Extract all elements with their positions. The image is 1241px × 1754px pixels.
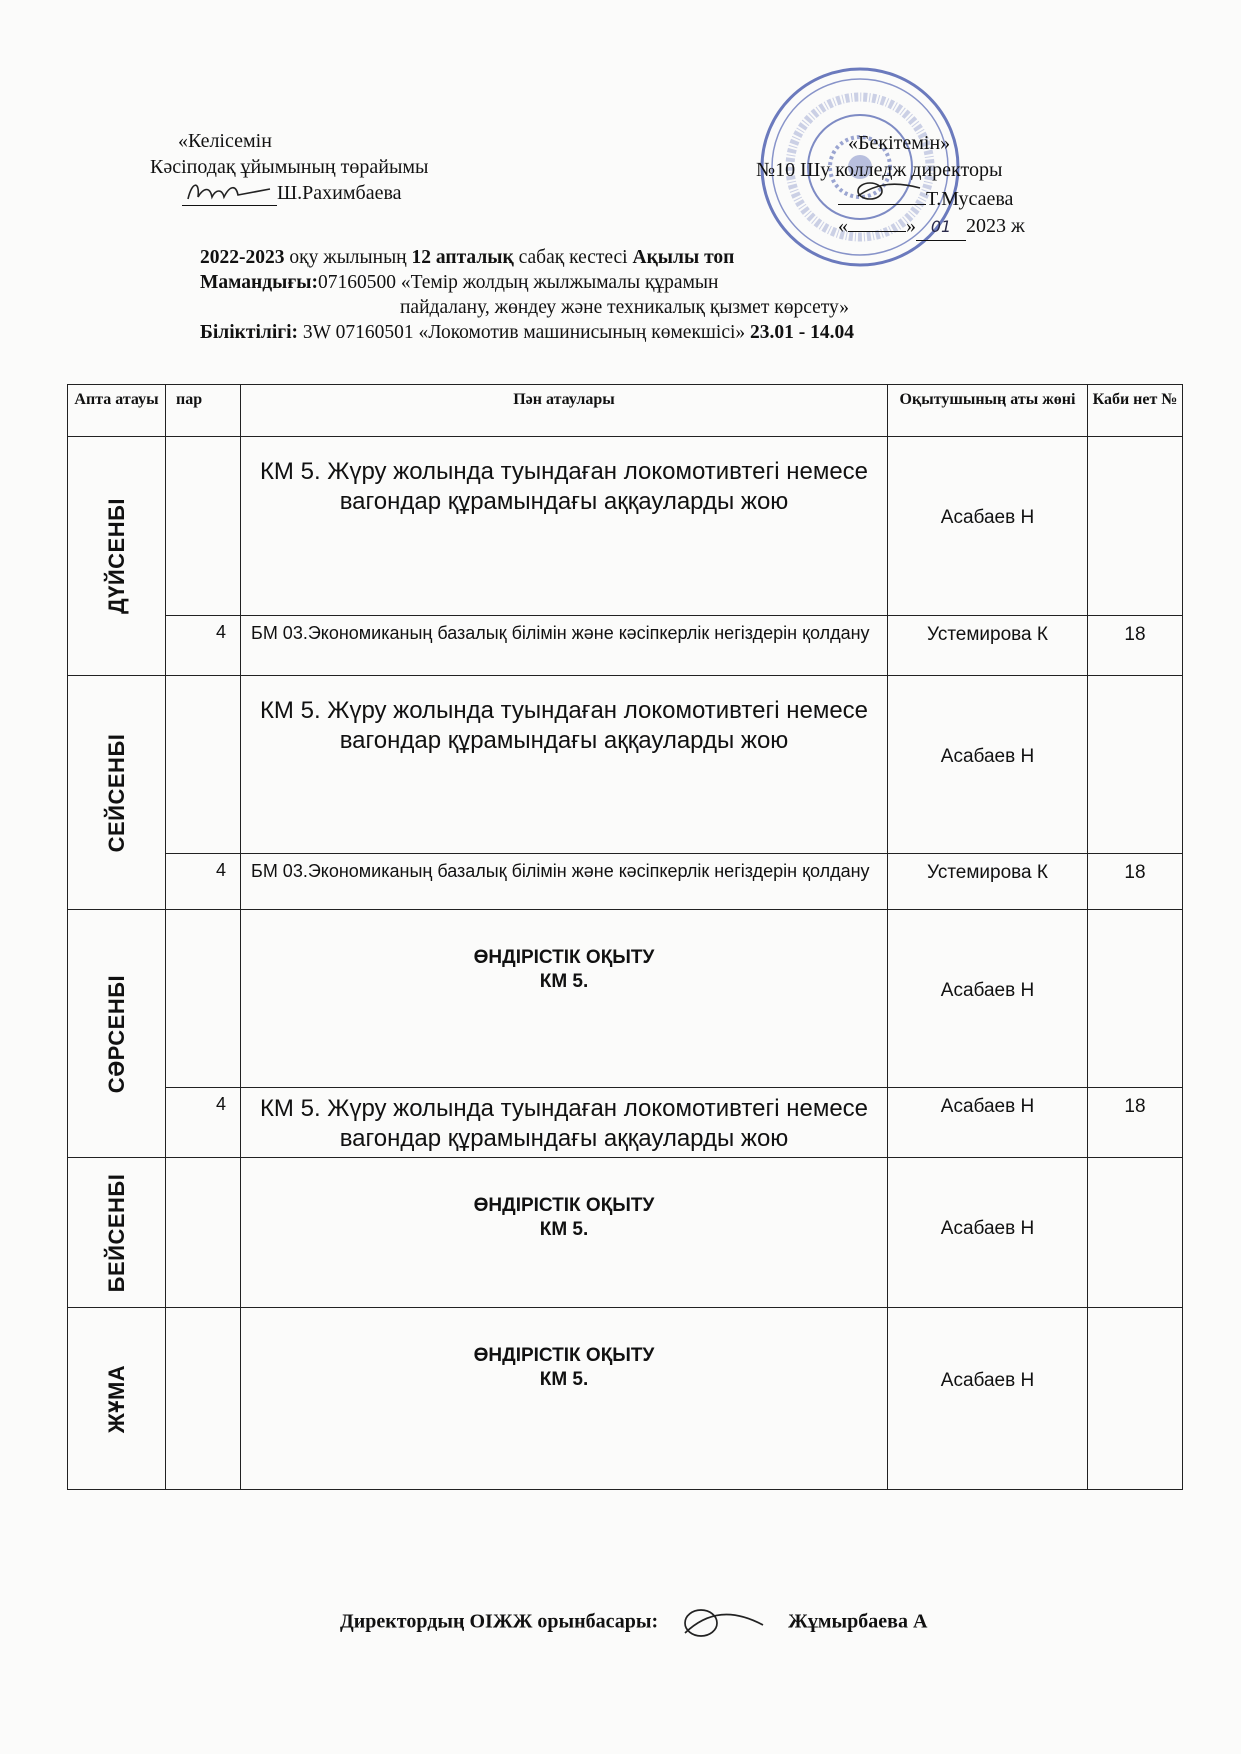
footer-role: Директордың ОІЖЖ орынбасары: (340, 1610, 659, 1633)
approval-block (756, 130, 1025, 241)
agreement-block (150, 128, 428, 206)
specialty-line2: пайдалану, жөндеу және техникалық қызмет көрсету» (400, 297, 850, 318)
schedule-title-block (200, 245, 854, 345)
header-pair: пар (166, 385, 241, 437)
approval-line1: «Бекітемін» (848, 132, 951, 154)
header-teacher: Оқытушының аты жөні (888, 385, 1088, 437)
day-cell-thursday: БЕЙСЕНБІ (68, 1158, 166, 1308)
day-cell-wednesday: СӘРСЕНБІ (68, 910, 166, 1158)
table-row (68, 616, 1183, 676)
subject-cell: КМ 5. Жүру жолында туындаған локомотивтегі немесе вагондар құрамындағы аққауларды жою (241, 676, 888, 854)
table-row (68, 910, 1183, 1088)
pair-cell (166, 676, 241, 854)
date-open-quote: « (838, 215, 848, 237)
table-row (68, 676, 1183, 854)
table-row (68, 1088, 1183, 1158)
cabinet-cell (1088, 676, 1183, 854)
header-cabinet: Каби нет № (1088, 385, 1183, 437)
header-subject: Пән атаулары (241, 385, 888, 437)
pair-cell (166, 910, 241, 1088)
practice-module: КМ 5. (539, 1219, 589, 1240)
table-row (68, 1158, 1183, 1308)
cabinet-cell: 18 (1088, 616, 1183, 676)
approval-month: 01 (916, 213, 966, 241)
cabinet-cell: 18 (1088, 854, 1183, 910)
teacher-cell: Асабаев Н (888, 1308, 1088, 1490)
agreement-line2: Кәсіподақ ұйымының төрайымы (150, 156, 429, 178)
approval-line2: №10 Шу колледж директоры (756, 159, 1003, 181)
table-header-row (68, 385, 1183, 437)
handwritten-signature-footer (663, 1603, 773, 1643)
schedule-title: 2022-2023 оқу жылының 12 апталық сабақ кестесі Ақылы топ (200, 247, 735, 268)
teacher-cell: Асабаев Н (888, 437, 1088, 616)
agreement-line1: «Келісемін (178, 130, 272, 152)
approval-name: Т.Мусаева (926, 188, 1014, 210)
pair-cell: 4 (166, 616, 241, 676)
subject-cell: КМ 5. Жүру жолында туындаған локомотивтегі немесе вагондар құрамындағы аққауларды жою (241, 1088, 888, 1158)
practice-title: ӨНДІРІСТІК ОҚЫТУ (473, 947, 655, 968)
cabinet-cell (1088, 1308, 1183, 1490)
agreement-name: Ш.Рахимбаева (277, 182, 402, 204)
pair-cell (166, 437, 241, 616)
approval-year: 2023 ж (966, 215, 1025, 237)
cabinet-cell: 18 (1088, 1088, 1183, 1158)
day-cell-monday: ДҮЙСЕНБІ (68, 437, 166, 676)
handwritten-signature-left (184, 179, 274, 205)
table-row (68, 437, 1183, 616)
date-close-quote: » (906, 215, 916, 237)
footer-name: Жұмырбаева А (788, 1610, 928, 1633)
handwritten-signature-right (848, 178, 928, 202)
pair-cell (166, 1308, 241, 1490)
subject-cell: БМ 03.Экономиканың базалық білімін және кәсіпкерлік негіздерін қолдану (241, 616, 888, 676)
footer-signature (663, 1603, 783, 1643)
cabinet-cell (1088, 910, 1183, 1088)
subject-cell: КМ 5. Жүру жолында туындаған локомотивтегі немесе вагондар құрамындағы аққауларды жою (241, 437, 888, 616)
header-week: Апта атауы (68, 385, 166, 437)
teacher-cell: Асабаев Н (888, 1158, 1088, 1308)
signature-line-right (838, 184, 926, 205)
subject-cell: БМ 03.Экономиканың базалық білімін және кәсіпкерлік негіздерін қолдану (241, 854, 888, 910)
practice-title: ӨНДІРІСТІК ОҚЫТУ (473, 1345, 655, 1366)
teacher-cell: Асабаев Н (888, 676, 1088, 854)
cabinet-cell (1088, 1158, 1183, 1308)
practice-module: КМ 5. (539, 971, 589, 992)
subject-cell (241, 1308, 888, 1490)
day-cell-tuesday: СЕЙСЕНБІ (68, 676, 166, 910)
practice-title: ӨНДІРІСТІК ОҚЫТУ (473, 1195, 655, 1216)
teacher-cell: Устемирова К (888, 854, 1088, 910)
footer-signature-line (340, 1603, 927, 1643)
table-row (68, 854, 1183, 910)
approval-day (848, 231, 906, 232)
pair-cell: 4 (166, 1088, 241, 1158)
teacher-cell: Устемирова К (888, 616, 1088, 676)
pair-cell: 4 (166, 854, 241, 910)
cabinet-cell (1088, 437, 1183, 616)
teacher-cell: Асабаев Н (888, 1088, 1088, 1158)
subject-cell (241, 1158, 888, 1308)
teacher-cell: Асабаев Н (888, 910, 1088, 1088)
pair-cell (166, 1158, 241, 1308)
subject-cell (241, 910, 888, 1088)
schedule-table (67, 384, 1183, 1490)
specialty-line: Мамандығы:07160500 «Темір жолдың жылжымалы құрамын (200, 272, 719, 293)
day-cell-friday: ЖҰМА (68, 1308, 166, 1490)
signature-line-left (182, 187, 277, 206)
table-row (68, 1308, 1183, 1490)
practice-module: КМ 5. (539, 1369, 589, 1390)
qualification-line: Біліктілігі: 3W 07160501 «Локомотив машинисының көмекшісі» 23.01 - 14.04 (200, 322, 855, 343)
